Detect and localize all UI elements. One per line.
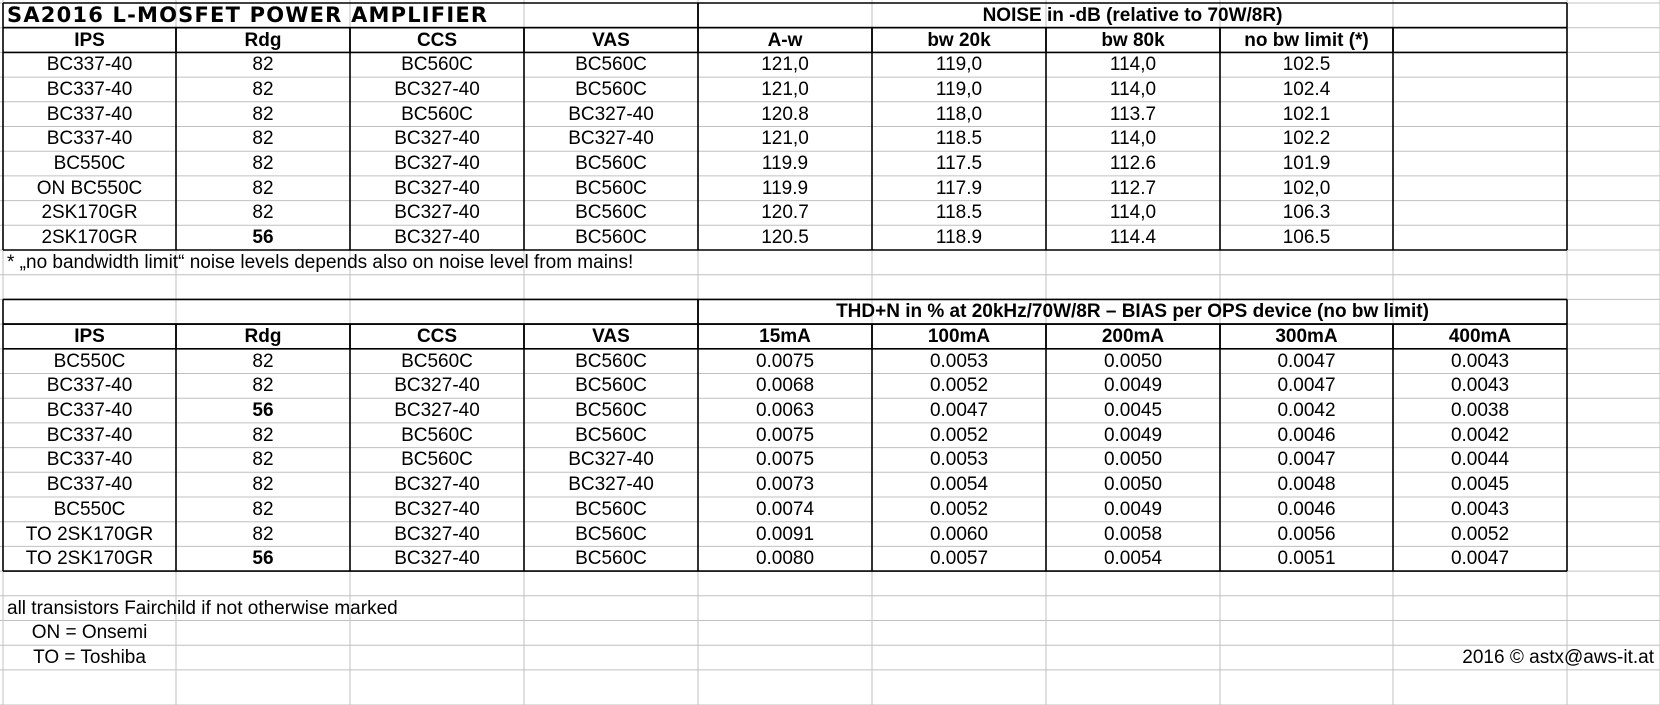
noise-cell: BC327-40 <box>394 78 480 100</box>
noise-cell: 121,0 <box>761 78 809 100</box>
thd-cell: 82 <box>252 350 274 372</box>
noise-column-header: bw 20k <box>927 29 991 51</box>
noise-cell: BC560C <box>575 153 647 175</box>
noise-cell: BC560C <box>575 177 647 199</box>
thd-cell: BC327-40 <box>568 449 654 471</box>
thd-cell: 82 <box>252 498 274 520</box>
noise-cell: 106.5 <box>1282 227 1331 249</box>
note-toshiba: TO = Toshiba <box>33 647 146 669</box>
noise-cell: 56 <box>252 227 274 249</box>
thd-cell: BC550C <box>53 350 126 372</box>
noise-cell: 119,0 <box>935 78 983 100</box>
thd-cell: BC560C <box>575 498 647 520</box>
thd-cell: 0.0075 <box>755 424 815 446</box>
thd-column-header: VAS <box>592 325 630 347</box>
noise-cell: 82 <box>252 78 274 100</box>
thd-cell: BC560C <box>575 375 647 397</box>
noise-cell: BC337-40 <box>46 128 133 150</box>
noise-cell: 114,0 <box>1109 78 1157 100</box>
noise-cell: 102.5 <box>1282 54 1331 76</box>
noise-cell: 118.9 <box>935 227 983 249</box>
noise-cell: BC560C <box>575 202 647 224</box>
noise-footnote: * „no bandwidth limit“ noise levels depends also on noise level from mains! <box>7 251 634 273</box>
noise-cell: 114.4 <box>1109 227 1157 249</box>
thd-cell: 0.0043 <box>1450 350 1510 372</box>
thd-column-header: IPS <box>74 325 105 347</box>
noise-cell: 2SK170GR <box>41 202 138 224</box>
thd-cell: BC337-40 <box>46 474 133 496</box>
thd-cell: BC337-40 <box>46 424 133 446</box>
noise-cell: BC337-40 <box>46 78 133 100</box>
noise-column-header: VAS <box>592 29 630 51</box>
noise-cell: 114,0 <box>1109 202 1157 224</box>
noise-cell: BC560C <box>575 54 647 76</box>
noise-cell: 102,0 <box>1282 177 1331 199</box>
noise-cell: 82 <box>252 177 274 199</box>
thd-cell: 0.0047 <box>1277 350 1336 372</box>
noise-cell: BC327-40 <box>394 227 480 249</box>
thd-cell: 0.0048 <box>1277 474 1336 496</box>
noise-column-header: CCS <box>416 29 458 51</box>
noise-cell: 2SK170GR <box>41 227 138 249</box>
thd-column-header: Rdg <box>244 325 282 347</box>
thd-cell: 0.0063 <box>755 400 815 422</box>
thd-cell: 0.0044 <box>1450 449 1510 471</box>
noise-cell: 106.3 <box>1282 202 1331 224</box>
thd-cell: 0.0049 <box>1103 498 1163 520</box>
noise-cell: 120.8 <box>761 103 809 125</box>
noise-cell: BC337-40 <box>46 103 133 125</box>
noise-column-header: bw 80k <box>1101 29 1165 51</box>
thd-cell: TO 2SK170GR <box>25 548 154 570</box>
thd-column-header: 15mA <box>759 325 811 347</box>
thd-cell: 0.0052 <box>929 498 989 520</box>
noise-cell: BC337-40 <box>46 54 133 76</box>
noise-cell: BC327-40 <box>394 128 480 150</box>
thd-cell: 56 <box>252 400 274 422</box>
thd-cell: 0.0068 <box>755 375 815 397</box>
thd-cell: 0.0047 <box>1277 449 1336 471</box>
thd-cell: 0.0054 <box>929 474 989 496</box>
thd-cell: 0.0074 <box>755 498 815 520</box>
noise-cell: 118,0 <box>935 103 983 125</box>
noise-group-header: NOISE in -dB (relative to 70W/8R) <box>982 4 1283 26</box>
sheet-title: SA2016 L-MOSFET POWER AMPLIFIER <box>7 2 489 27</box>
noise-cell: BC550C <box>53 153 126 175</box>
thd-cell: 0.0045 <box>1103 400 1163 422</box>
noise-cell: 121,0 <box>761 128 809 150</box>
noise-cell: BC327-40 <box>394 202 480 224</box>
thd-cell: 0.0050 <box>1103 449 1163 471</box>
noise-cell: 102.2 <box>1282 128 1331 150</box>
noise-cell: BC560C <box>401 103 473 125</box>
noise-cell: BC327-40 <box>394 153 480 175</box>
thd-cell: BC560C <box>401 350 473 372</box>
thd-column-header: CCS <box>416 325 458 347</box>
thd-cell: 0.0043 <box>1450 498 1510 520</box>
thd-cell: BC560C <box>401 424 473 446</box>
thd-cell: 0.0049 <box>1103 375 1163 397</box>
thd-cell: BC560C <box>575 523 647 545</box>
thd-cell: 0.0047 <box>929 400 989 422</box>
thd-cell: 82 <box>252 474 274 496</box>
thd-cell: 0.0075 <box>755 449 815 471</box>
noise-column-header: A-w <box>767 29 803 51</box>
thd-cell: 0.0091 <box>755 523 815 545</box>
noise-cell: 112.7 <box>1109 177 1157 199</box>
noise-cell: BC327-40 <box>568 128 654 150</box>
thd-cell: 0.0051 <box>1277 548 1336 570</box>
thd-cell: 0.0049 <box>1103 424 1163 446</box>
thd-cell: BC327-40 <box>394 523 480 545</box>
noise-cell: 119.9 <box>761 177 809 199</box>
thd-cell: 0.0045 <box>1450 474 1510 496</box>
thd-cell: BC560C <box>575 424 647 446</box>
thd-cell: BC560C <box>575 400 647 422</box>
thd-column-header: 300mA <box>1275 325 1338 347</box>
thd-cell: 82 <box>252 523 274 545</box>
noise-cell: BC560C <box>575 78 647 100</box>
thd-cell: BC550C <box>53 498 126 520</box>
noise-column-header <box>1393 28 1567 53</box>
thd-cell: 0.0054 <box>1103 548 1163 570</box>
thd-cell: BC327-40 <box>394 548 480 570</box>
thd-cell: 0.0050 <box>1103 474 1163 496</box>
thd-column-header: 100mA <box>927 325 991 347</box>
thd-cell: 0.0053 <box>929 350 989 372</box>
thd-cell: BC560C <box>401 449 473 471</box>
noise-column-header: no bw limit (*) <box>1244 29 1369 51</box>
noise-cell: 114,0 <box>1109 54 1157 76</box>
noise-cell: BC327-40 <box>568 103 654 125</box>
thd-cell: BC337-40 <box>46 375 133 397</box>
thd-cell: 0.0052 <box>929 424 989 446</box>
noise-cell: 113.7 <box>1109 103 1157 125</box>
thd-column-header: 400mA <box>1448 325 1512 347</box>
thd-cell: BC560C <box>575 350 647 372</box>
thd-cell: 0.0043 <box>1450 375 1510 397</box>
thd-cell: TO 2SK170GR <box>25 523 154 545</box>
noise-cell: 121,0 <box>761 54 809 76</box>
thd-cell: 0.0047 <box>1450 548 1510 570</box>
noise-cell: 82 <box>252 202 274 224</box>
noise-cell: 117.9 <box>935 177 983 199</box>
noise-cell: 119.9 <box>761 153 809 175</box>
noise-cell: 101.9 <box>1282 153 1331 175</box>
thd-cell: 0.0052 <box>929 375 989 397</box>
noise-cell: ON BC550C <box>36 177 143 199</box>
copyright-note: 2016 © astx@aws-it.at <box>1462 647 1654 669</box>
thd-cell: 0.0042 <box>1450 424 1510 446</box>
noise-cell: 117.5 <box>935 153 983 175</box>
thd-cell: 0.0053 <box>929 449 989 471</box>
noise-cell: BC560C <box>401 54 473 76</box>
noise-cell: 120.5 <box>761 227 809 249</box>
thd-cell: 0.0080 <box>755 548 815 570</box>
thd-cell: 0.0052 <box>1450 523 1510 545</box>
noise-cell: 118.5 <box>935 202 983 224</box>
thd-cell: 0.0046 <box>1277 424 1336 446</box>
noise-cell: 119,0 <box>935 54 983 76</box>
thd-cell: BC337-40 <box>46 400 133 422</box>
thd-cell: 0.0075 <box>755 350 815 372</box>
thd-cell: 82 <box>252 424 274 446</box>
noise-column-header: IPS <box>74 29 105 51</box>
thd-column-header: 200mA <box>1101 325 1165 347</box>
thd-cell: 0.0058 <box>1103 523 1163 545</box>
thd-cell: 56 <box>252 548 274 570</box>
thd-cell: 82 <box>252 449 274 471</box>
thd-cell: 0.0050 <box>1103 350 1163 372</box>
thd-cell: 0.0060 <box>929 523 989 545</box>
noise-cell: 120.7 <box>761 202 809 224</box>
thd-cell: BC327-40 <box>394 400 480 422</box>
thd-group-header: THD+N in % at 20kHz/70W/8R – BIAS per OPS device (no bw limit) <box>836 301 1429 323</box>
thd-cell: BC327-40 <box>568 474 654 496</box>
thd-cell: BC337-40 <box>46 449 133 471</box>
noise-cell: 112.6 <box>1109 153 1157 175</box>
noise-cell: 82 <box>252 128 274 150</box>
thd-cell: 0.0056 <box>1277 523 1336 545</box>
noise-cell: 118.5 <box>935 128 983 150</box>
noise-cell: 82 <box>252 153 274 175</box>
noise-column-header: Rdg <box>244 29 282 51</box>
thd-cell: 0.0047 <box>1277 375 1336 397</box>
thd-cell: BC327-40 <box>394 498 480 520</box>
thd-cell: 0.0046 <box>1277 498 1336 520</box>
noise-cell: 114,0 <box>1109 128 1157 150</box>
thd-cell: 0.0057 <box>929 548 989 570</box>
thd-cell: 82 <box>252 375 274 397</box>
thd-cell: BC327-40 <box>394 474 480 496</box>
noise-cell: 102.4 <box>1282 78 1331 100</box>
noise-cell: 102.1 <box>1282 103 1331 125</box>
thd-cell: 0.0038 <box>1450 400 1510 422</box>
thd-cell: BC327-40 <box>394 375 480 397</box>
noise-cell: 82 <box>252 54 274 76</box>
noise-cell: 82 <box>252 103 274 125</box>
thd-cell: 0.0042 <box>1277 400 1336 422</box>
noise-cell: BC560C <box>575 227 647 249</box>
note-onsemi: ON = Onsemi <box>31 622 148 644</box>
thd-cell: BC560C <box>575 548 647 570</box>
thd-cell: 0.0073 <box>755 474 815 496</box>
noise-cell: BC327-40 <box>394 177 480 199</box>
note-fairchild: all transistors Fairchild if not otherwise marked <box>7 597 398 619</box>
